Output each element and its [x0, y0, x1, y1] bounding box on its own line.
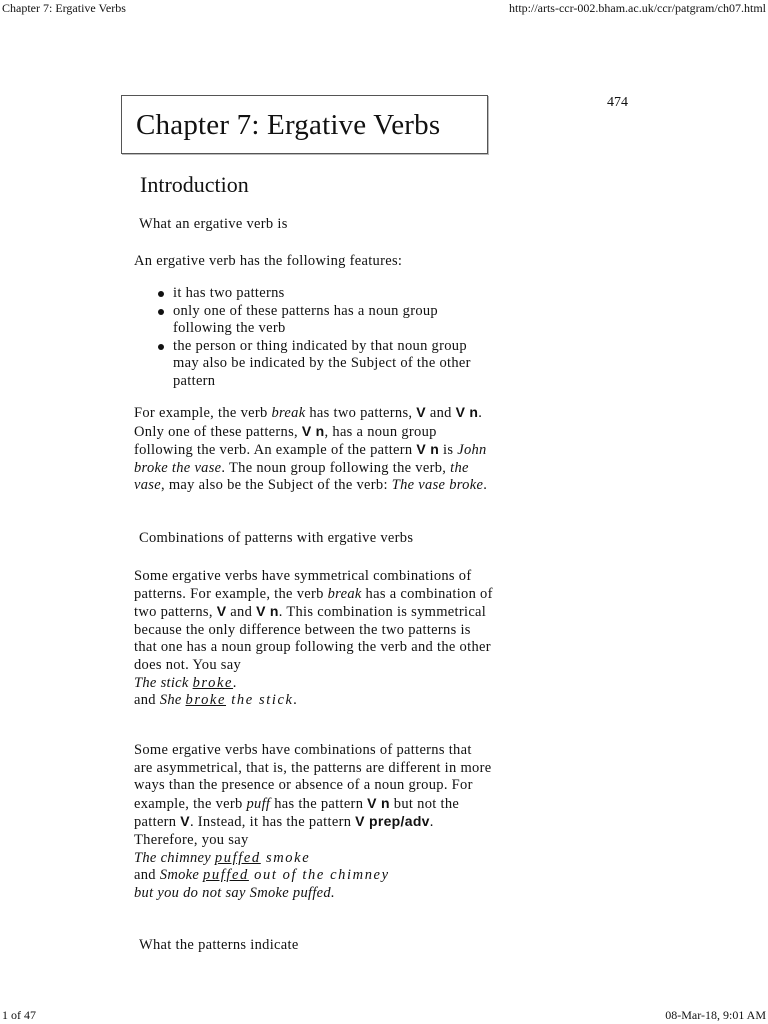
bullet-icon	[158, 291, 164, 297]
list-item-text: the person or thing indicated by that noun group may also be indicated by the Subject of the other pattern	[173, 337, 471, 389]
intro-text: An ergative verb has the following features:	[134, 253, 403, 269]
list-item-text: it has two patterns	[173, 285, 285, 301]
chapter-title-box	[121, 95, 488, 154]
example-sentence: She broke the stick.	[159, 692, 299, 709]
paragraph-symmetrical: Some ergative verbs have symmetrical combinations of patterns. For example, the verb break has a combination of two patterns, V and V n. This combination is symmetrical because the only difference between the two patterns is that one has a noun group following the verb and the other does not. You say The stick broke. and She broke the stick.	[134, 568, 493, 709]
list-item	[158, 338, 488, 391]
header-url: http://arts-ccr-002.bham.ac.uk/ccr/patgram/ch07.html	[508, 1, 766, 15]
page-number: 474	[607, 95, 628, 110]
footer-timestamp: 08-Mar-18, 9:01 AM	[665, 1008, 766, 1022]
section-title: Introduction	[140, 172, 249, 197]
list-item	[158, 303, 488, 338]
example-sentence: but you do not say Smoke puffed.	[134, 884, 335, 901]
example-sentence: The chimney puffed smoke	[134, 849, 311, 866]
feature-list	[158, 285, 488, 391]
example-sentence: The stick broke.	[134, 674, 237, 691]
example-sentence: Smoke puffed out of the chimney	[159, 867, 390, 884]
list-item	[158, 285, 488, 303]
subheading-what-patterns-indicate: What the patterns indicate	[139, 937, 299, 953]
bullet-icon	[158, 344, 164, 350]
subheading-combinations: Combinations of patterns with ergative verbs	[139, 530, 414, 546]
paragraph-asymmetrical: Some ergative verbs have combinations of patterns that are asymmetrical, that is, the patterns are different in more ways than the presence or absence of a noun group. For example, the verb puff has the pattern V n but not the pattern V. Instead, it has the pattern V prep/adv. Therefore, you say The chimney puffed smoke and Smoke puffed out of the chimney but you do not say Smoke puffed.	[134, 742, 492, 901]
intro-paragraph	[134, 253, 494, 271]
chapter-title: Chapter 7: Ergative Verbs	[136, 109, 441, 141]
list-item-text: only one of these patterns has a noun group following the verb	[173, 302, 438, 337]
header-page-title: Chapter 7: Ergative Verbs	[2, 1, 126, 15]
paragraph-example-break: For example, the verb break has two patterns, V and V n. Only one of these patterns, V n, has a noun group following the verb. An example of the pattern V n is John broke the vase. The noun group following the verb, the vase, may also be the Subject of the verb: The vase broke.	[134, 404, 488, 494]
footer-page-count: 1 of 47	[2, 1008, 36, 1022]
bullet-icon	[158, 309, 164, 315]
subheading-what-is: What an ergative verb is	[139, 216, 288, 232]
